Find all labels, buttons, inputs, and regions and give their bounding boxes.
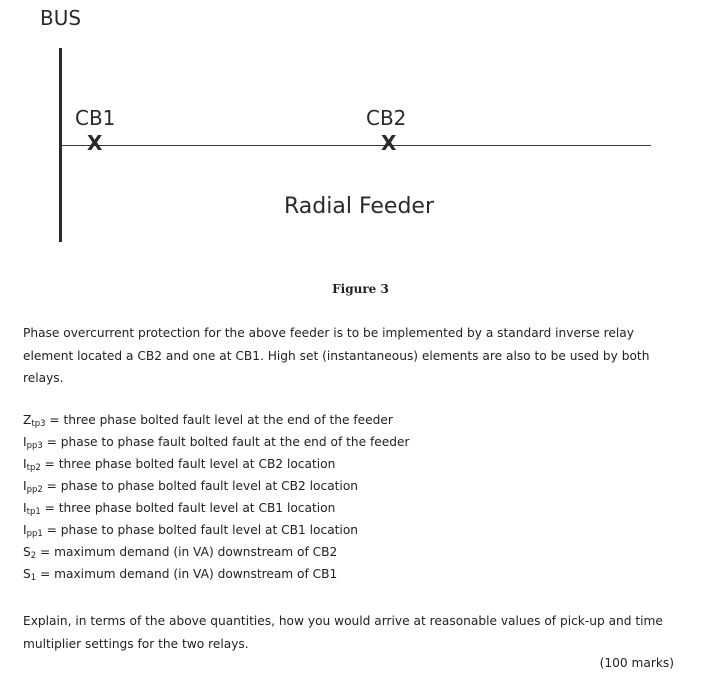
feeder-label: Radial Feeder	[284, 194, 435, 219]
question-paragraph: Explain, in terms of the above quantities, how you would arrive at reasonable values of pick-up and time multiplier settings for the two relays.	[23, 614, 663, 651]
definition-subscript: pp1	[26, 529, 43, 539]
definition-text: = three phase bolted fault level at CB1 location	[40, 501, 336, 515]
definition-symbol: I	[23, 523, 27, 537]
definition-text: = phase to phase fault bolted fault at the end of the feeder	[42, 435, 410, 449]
cb1-label: CB1	[75, 106, 116, 130]
feeder-line	[61, 145, 651, 146]
figure-caption: Figure 3	[332, 282, 389, 296]
definitions-list	[23, 409, 683, 585]
bus-label: BUS	[40, 6, 82, 30]
definition-subscript: tp3	[31, 419, 46, 429]
definition-text: = maximum demand (in VA) downstream of CB2	[36, 545, 338, 559]
definition-item	[23, 519, 683, 541]
cb2-label: CB2	[366, 106, 407, 130]
definition-symbol: I	[23, 479, 27, 493]
cb2-breaker-mark: X	[381, 131, 397, 155]
definition-item	[23, 475, 683, 497]
definition-item	[23, 541, 683, 563]
definition-symbol: I	[23, 435, 27, 449]
intro-paragraph: Phase overcurrent protection for the above feeder is to be implemented by a standard inverse relay element located a CB2 and one at CB1. High set (instantaneous) elements are also to be used by both relays.	[23, 326, 650, 385]
definition-subscript: tp1	[26, 507, 41, 517]
definition-symbol: I	[23, 457, 27, 471]
definition-symbol: S	[23, 567, 31, 581]
definition-subscript: 2	[30, 551, 37, 561]
definition-text: = phase to phase bolted fault level at CB1 location	[42, 523, 359, 537]
definition-text: = three phase bolted fault level at the end of the feeder	[45, 413, 393, 427]
definition-text: = phase to phase bolted fault level at CB2 location	[42, 479, 359, 493]
definition-symbol: Z	[23, 413, 32, 427]
definition-item	[23, 563, 683, 585]
marks-label: (100 marks)	[599, 656, 674, 670]
cb1-breaker-mark: X	[87, 131, 103, 155]
definition-item	[23, 431, 683, 453]
definition-subscript: pp3	[26, 441, 43, 451]
definition-symbol: S	[23, 545, 31, 559]
definition-subscript: tp2	[26, 463, 41, 473]
definition-symbol: I	[23, 501, 27, 515]
definition-item	[23, 497, 683, 519]
single-line-diagram	[0, 0, 721, 260]
definition-text: = three phase bolted fault level at CB2 location	[40, 457, 336, 471]
definition-subscript: 1	[30, 573, 37, 583]
definition-text: = maximum demand (in VA) downstream of CB1	[36, 567, 338, 581]
definition-subscript: pp2	[26, 485, 43, 495]
definition-item	[23, 453, 683, 475]
definition-item	[23, 409, 683, 431]
